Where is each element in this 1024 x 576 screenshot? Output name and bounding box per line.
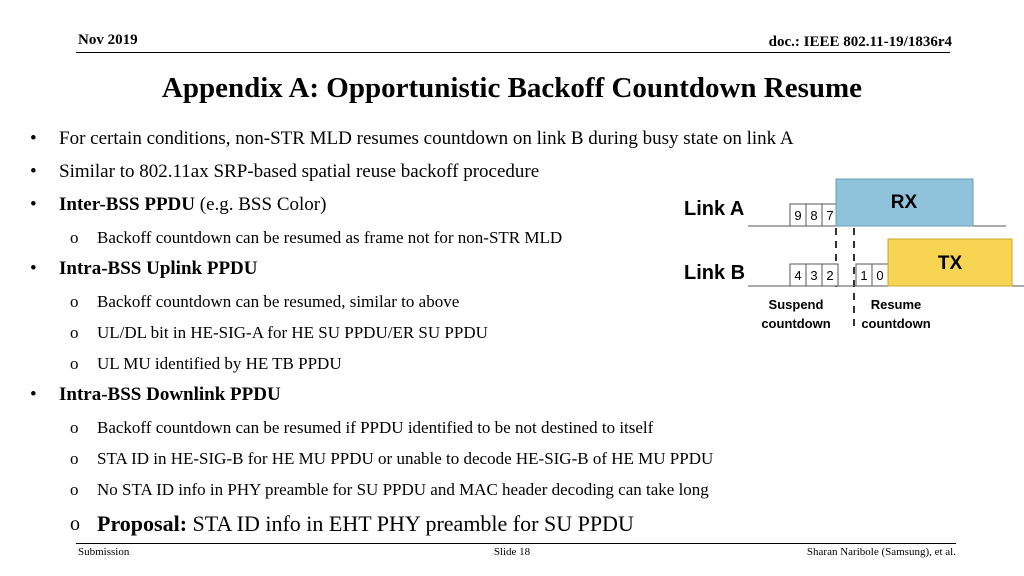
tx-frame-label: TX bbox=[937, 253, 963, 274]
bullet-heading: Intra-BSS Uplink PPDU bbox=[59, 258, 258, 279]
circle-bullet-icon: o bbox=[70, 513, 80, 535]
circle-bullet-icon: o bbox=[70, 323, 79, 342]
link-a-slot-number: 7 bbox=[826, 208, 834, 223]
footer-submission: Submission bbox=[78, 546, 130, 558]
link-b-label: Link B bbox=[684, 262, 746, 284]
sub-bullet-text: STA ID in HE-SIG-B for HE MU PPDU or unable to decode HE-SIG-B of HE MU PPDU bbox=[97, 449, 714, 468]
resume-caption-line1: Resume bbox=[870, 297, 922, 312]
circle-bullet-icon: o bbox=[70, 480, 79, 499]
sub-bullet-text: Backoff countdown can be resumed as frame not for non-STR MLD bbox=[97, 228, 563, 247]
sub-bullet-item bbox=[28, 445, 1018, 476]
circle-bullet-icon: o bbox=[70, 418, 79, 437]
sub-bullet-text: Backoff countdown can be resumed if PPDU identified to be not destined to itself bbox=[97, 418, 654, 437]
header-divider bbox=[76, 52, 950, 53]
footer-divider bbox=[76, 543, 956, 544]
bullet-dot-icon: • bbox=[30, 161, 37, 182]
bullet-heading: Inter-BSS PPDU bbox=[59, 194, 195, 215]
rx-frame-label: RX bbox=[890, 192, 918, 213]
sub-bullet-text: UL MU identified by HE TB PPDU bbox=[97, 354, 342, 373]
sub-bullet-text: STA ID info in EHT PHY preamble for SU PPDU bbox=[187, 511, 634, 536]
link-a-slot-number: 8 bbox=[810, 208, 818, 223]
footer-slide-number: Slide 18 bbox=[493, 546, 531, 558]
sub-bullet-item bbox=[28, 350, 1018, 381]
circle-bullet-icon: o bbox=[70, 292, 79, 311]
resume-caption-line2: countdown bbox=[861, 316, 931, 331]
proposal-label: Proposal: bbox=[97, 511, 188, 536]
link-b-slot-number: 4 bbox=[794, 268, 802, 283]
bullet-dot-icon: • bbox=[30, 128, 37, 149]
sub-bullet-text: UL/DL bit in HE-SIG-A for HE SU PPDU/ER SU PPDU bbox=[97, 323, 488, 342]
link-b-slot-number: 2 bbox=[826, 268, 834, 283]
link-b-slot-number: 1 bbox=[860, 268, 868, 283]
circle-bullet-icon: o bbox=[70, 449, 79, 468]
sub-bullet-text: No STA ID info in PHY preamble for SU PPDU and MAC header decoding can take long bbox=[97, 480, 709, 499]
circle-bullet-icon: o bbox=[70, 228, 79, 247]
bullet-text: Similar to 802.11ax SRP-based spatial reuse backoff procedure bbox=[59, 161, 540, 182]
bullet-dot-icon: • bbox=[30, 194, 37, 215]
bullet-dot-icon: • bbox=[30, 258, 37, 279]
suspend-caption-line2: countdown bbox=[761, 316, 831, 331]
backoff-diagram bbox=[676, 176, 1024, 342]
link-b-slot-number: 0 bbox=[876, 268, 884, 283]
sub-bullet-item bbox=[28, 414, 1018, 445]
sub-bullet-item bbox=[28, 507, 1018, 538]
suspend-caption-line1: Suspend bbox=[768, 297, 824, 312]
bullet-item bbox=[28, 125, 1018, 158]
link-a-label: Link A bbox=[684, 198, 745, 220]
bullet-dot-icon: • bbox=[30, 384, 37, 405]
header-doc-id: doc.: IEEE 802.11-19/1836r4 bbox=[768, 34, 952, 50]
bullet-text: For certain conditions, non-STR MLD resumes countdown on link B during busy state on link A bbox=[59, 128, 794, 149]
link-b-slot-number: 3 bbox=[810, 268, 818, 283]
sub-bullet-text: Backoff countdown can be resumed, similar to above bbox=[97, 292, 460, 311]
bullet-heading: Intra-BSS Downlink PPDU bbox=[59, 384, 281, 405]
header-date: Nov 2019 bbox=[78, 32, 138, 48]
bullet-text: (e.g. BSS Color) bbox=[195, 194, 327, 215]
circle-bullet-icon: o bbox=[70, 354, 79, 373]
footer-author: Sharan Naribole (Samsung), et al. bbox=[806, 546, 956, 558]
bullet-item bbox=[28, 381, 1018, 414]
sub-bullet-item bbox=[28, 476, 1018, 507]
slide-title: Appendix A: Opportunistic Backoff Countdown Resume bbox=[161, 72, 863, 104]
link-a-slot-number: 9 bbox=[794, 208, 802, 223]
